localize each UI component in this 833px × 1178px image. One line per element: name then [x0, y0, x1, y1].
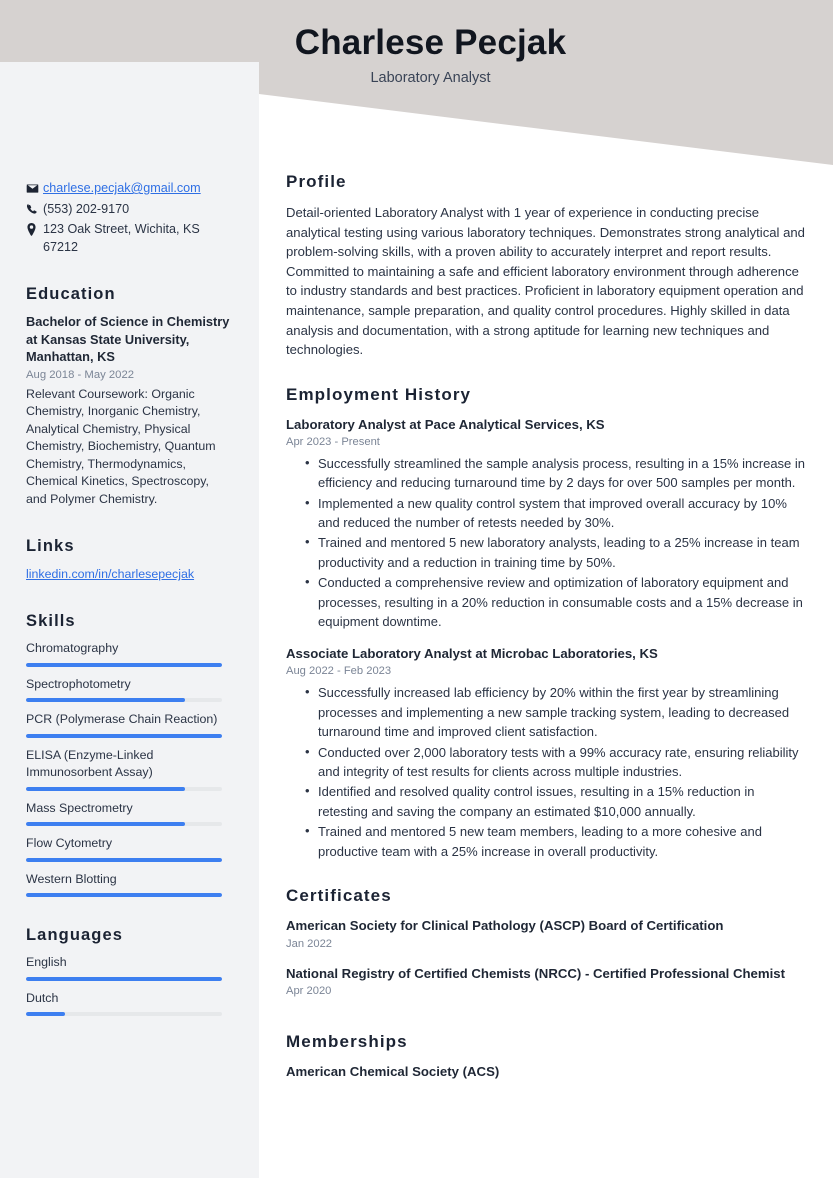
skill-level-bar: [26, 787, 222, 791]
skills-heading: Skills: [26, 612, 76, 630]
certificate-entry: [286, 917, 806, 952]
skill-level-bar: [26, 698, 222, 702]
skill-item: [26, 676, 233, 703]
skill-item: [26, 640, 233, 667]
employment-title: Laboratory Analyst at Pace Analytical Services, KS: [286, 416, 605, 432]
certificate-date: Jan 2022: [286, 937, 333, 950]
contact-address-text: 123 Oak Street, Wichita, KS 67212: [43, 222, 200, 254]
sidebar-section-education: [26, 285, 233, 508]
skill-label: Flow Cytometry: [26, 836, 113, 850]
contact-address-row: [26, 221, 233, 256]
section-profile: [286, 172, 806, 360]
employment-bullet: • Identified and resolved quality control issues, resulting in a 15% reduction in retesting and saving the company an estimated $10,000 annually.: [305, 782, 806, 821]
employment-bullet: • Conducted a comprehensive review and optimization of laboratory equipment and processes, resulting in a 20% reduction in consumable costs and a 15% decrease in equipment downtime.: [305, 573, 806, 631]
candidate-name: Charlese Pecjak: [294, 23, 567, 62]
skill-label: PCR (Polymerase Chain Reaction): [26, 712, 218, 726]
employment-entry: [286, 416, 806, 632]
skills-list: [26, 640, 233, 897]
section-employment-history: [286, 385, 806, 861]
candidate-job-title: Laboratory Analyst: [370, 70, 491, 86]
language-level-fill: [26, 1012, 65, 1016]
employment-bullet-list: [286, 683, 806, 861]
employment-bullet: • Trained and mentored 5 new laboratory analysts, leading to a 25% increase in team productivity and a reduction in training time by 50%.: [305, 533, 806, 572]
employment-title: Associate Laboratory Analyst at Microbac Laboratories, KS: [286, 646, 658, 662]
main-content: [286, 62, 806, 1106]
employment-bullet: • Conducted over 2,000 laboratory tests with a 99% accuracy rate, ensuring reliability and integrity of test results for clients across multiple industries.: [305, 743, 806, 782]
skill-level-bar: [26, 734, 222, 738]
memberships-list: [286, 1063, 806, 1081]
header: [0, 22, 833, 87]
skill-level-bar: [26, 858, 222, 862]
linkedin-link[interactable]: linkedin.com/in/charlesepecjak: [26, 567, 195, 581]
language-level-bar: [26, 977, 222, 981]
language-level-fill: [26, 977, 222, 981]
employment-date: Aug 2022 - Feb 2023: [286, 665, 392, 678]
skill-label: Chromatography: [26, 641, 119, 655]
sidebar-section-languages: [26, 926, 233, 1016]
certificates-heading: Certificates: [286, 886, 392, 906]
skill-level-fill: [26, 663, 222, 667]
contact-list: [26, 180, 233, 256]
language-level-bar: [26, 1012, 222, 1016]
employment-bullet-list: [286, 454, 806, 632]
skill-level-bar: [26, 822, 222, 826]
employment-date: Apr 2023 - Present: [286, 435, 380, 448]
contact-email-text: [43, 180, 233, 198]
employment-bullet: • Successfully increased lab efficiency by 20% within the first year by streamlining processes and implementing a new sample tracking system, leading to decreased turnaround time and improved client satisfaction.: [305, 683, 806, 741]
sidebar: [0, 62, 259, 1025]
skill-item: [26, 800, 233, 827]
education-description: Relevant Coursework: Organic Chemistry, Inorganic Chemistry, Analytical Chemistry, Physical Chemistry, Biochemistry, Quantum Chemistry, Thermodynamics, Chemical Kinetics, Spectroscopy, and Polymer Chemistry.: [26, 386, 216, 506]
membership-title: American Chemical Society (ACS): [286, 1064, 500, 1080]
skill-level-fill: [26, 893, 222, 897]
education-heading: Education: [26, 285, 116, 303]
certificate-title: American Society for Clinical Pathology (ASCP) Board of Certification: [286, 918, 724, 934]
sidebar-section-links: [26, 537, 233, 583]
skill-level-fill: [26, 858, 222, 862]
language-label: Dutch: [26, 990, 59, 1005]
sidebar-section-skills: [26, 612, 233, 897]
language-item: [26, 954, 233, 981]
employment-bullet: • Implemented a new quality control system that improved overall accuracy by 10% and reduced the number of retests needed by 30%.: [305, 494, 806, 533]
memberships-heading: Memberships: [286, 1032, 408, 1052]
certificate-date: Apr 2020: [286, 985, 332, 998]
section-memberships: [286, 1032, 806, 1081]
education-degree: Bachelor of Science in Chemistry at Kansas State University, Manhattan, KS: [26, 314, 230, 364]
location-pin-icon: [26, 221, 43, 236]
language-label: English: [26, 955, 67, 969]
skill-label: Spectrophotometry: [26, 676, 131, 691]
email-link[interactable]: charlese.pecjak@gmail.com: [43, 181, 201, 195]
skill-label: ELISA (Enzyme-Linked Immunosorbent Assay): [26, 747, 154, 779]
profile-text: Detail-oriented Laboratory Analyst with 1 year of experience in conducting precise analytical testing using various laboratory techniques. Demonstrates strong analytical and problem-solving skills, with a proven ability to accurately interpret and report results. Committed to maintaining a safe and efficient laboratory environment through adherence to industry standards and best practices. Proficient in laboratory equipment operation and maintenance, sample preparation, and quality control procedures. Highly skilled in data analysis and documentation, with a strong aptitude for learning new techniques and technologies.: [286, 205, 805, 358]
contact-email-row: [26, 180, 233, 198]
employment-heading: Employment History: [286, 384, 472, 404]
skill-level-bar: [26, 893, 222, 897]
certificate-title: National Registry of Certified Chemists (NRCC) - Certified Professional Chemist: [286, 965, 786, 981]
contact-phone-row: [26, 201, 233, 219]
skill-level-fill: [26, 698, 185, 702]
skill-level-fill: [26, 822, 185, 826]
envelope-icon: [26, 180, 43, 195]
profile-heading: Profile: [286, 172, 347, 191]
skill-label: Western Blotting: [26, 871, 117, 886]
contact-phone-text: (553) 202-9170: [43, 201, 130, 216]
skill-item: [26, 835, 233, 862]
employment-bullet: • Successfully streamlined the sample analysis process, resulting in a 15% increase in efficiency and reducing turnaround time by 2 days for over 500 samples per month.: [305, 454, 806, 493]
section-certificates: [286, 886, 806, 999]
certificate-entry: [286, 965, 806, 1000]
languages-list: [26, 954, 233, 1016]
employment-entry: [286, 645, 806, 861]
certificates-list: [286, 917, 806, 999]
employment-bullet: • Trained and mentored 5 new team members, leading to a more cohesive and productive team with a 25% increase in overall productivity.: [305, 822, 806, 861]
skill-item: [26, 711, 233, 738]
links-heading: Links: [26, 537, 75, 555]
skill-level-fill: [26, 734, 222, 738]
skill-label: Mass Spectrometry: [26, 800, 133, 815]
skill-level-fill: [26, 787, 185, 791]
skill-level-bar: [26, 663, 222, 667]
skill-item: [26, 747, 233, 791]
education-date: Aug 2018 - May 2022: [26, 368, 135, 381]
languages-heading: Languages: [26, 926, 124, 944]
language-item: [26, 990, 233, 1017]
skill-item: [26, 871, 233, 898]
jobs-list: [286, 416, 806, 861]
phone-icon: [26, 201, 43, 215]
